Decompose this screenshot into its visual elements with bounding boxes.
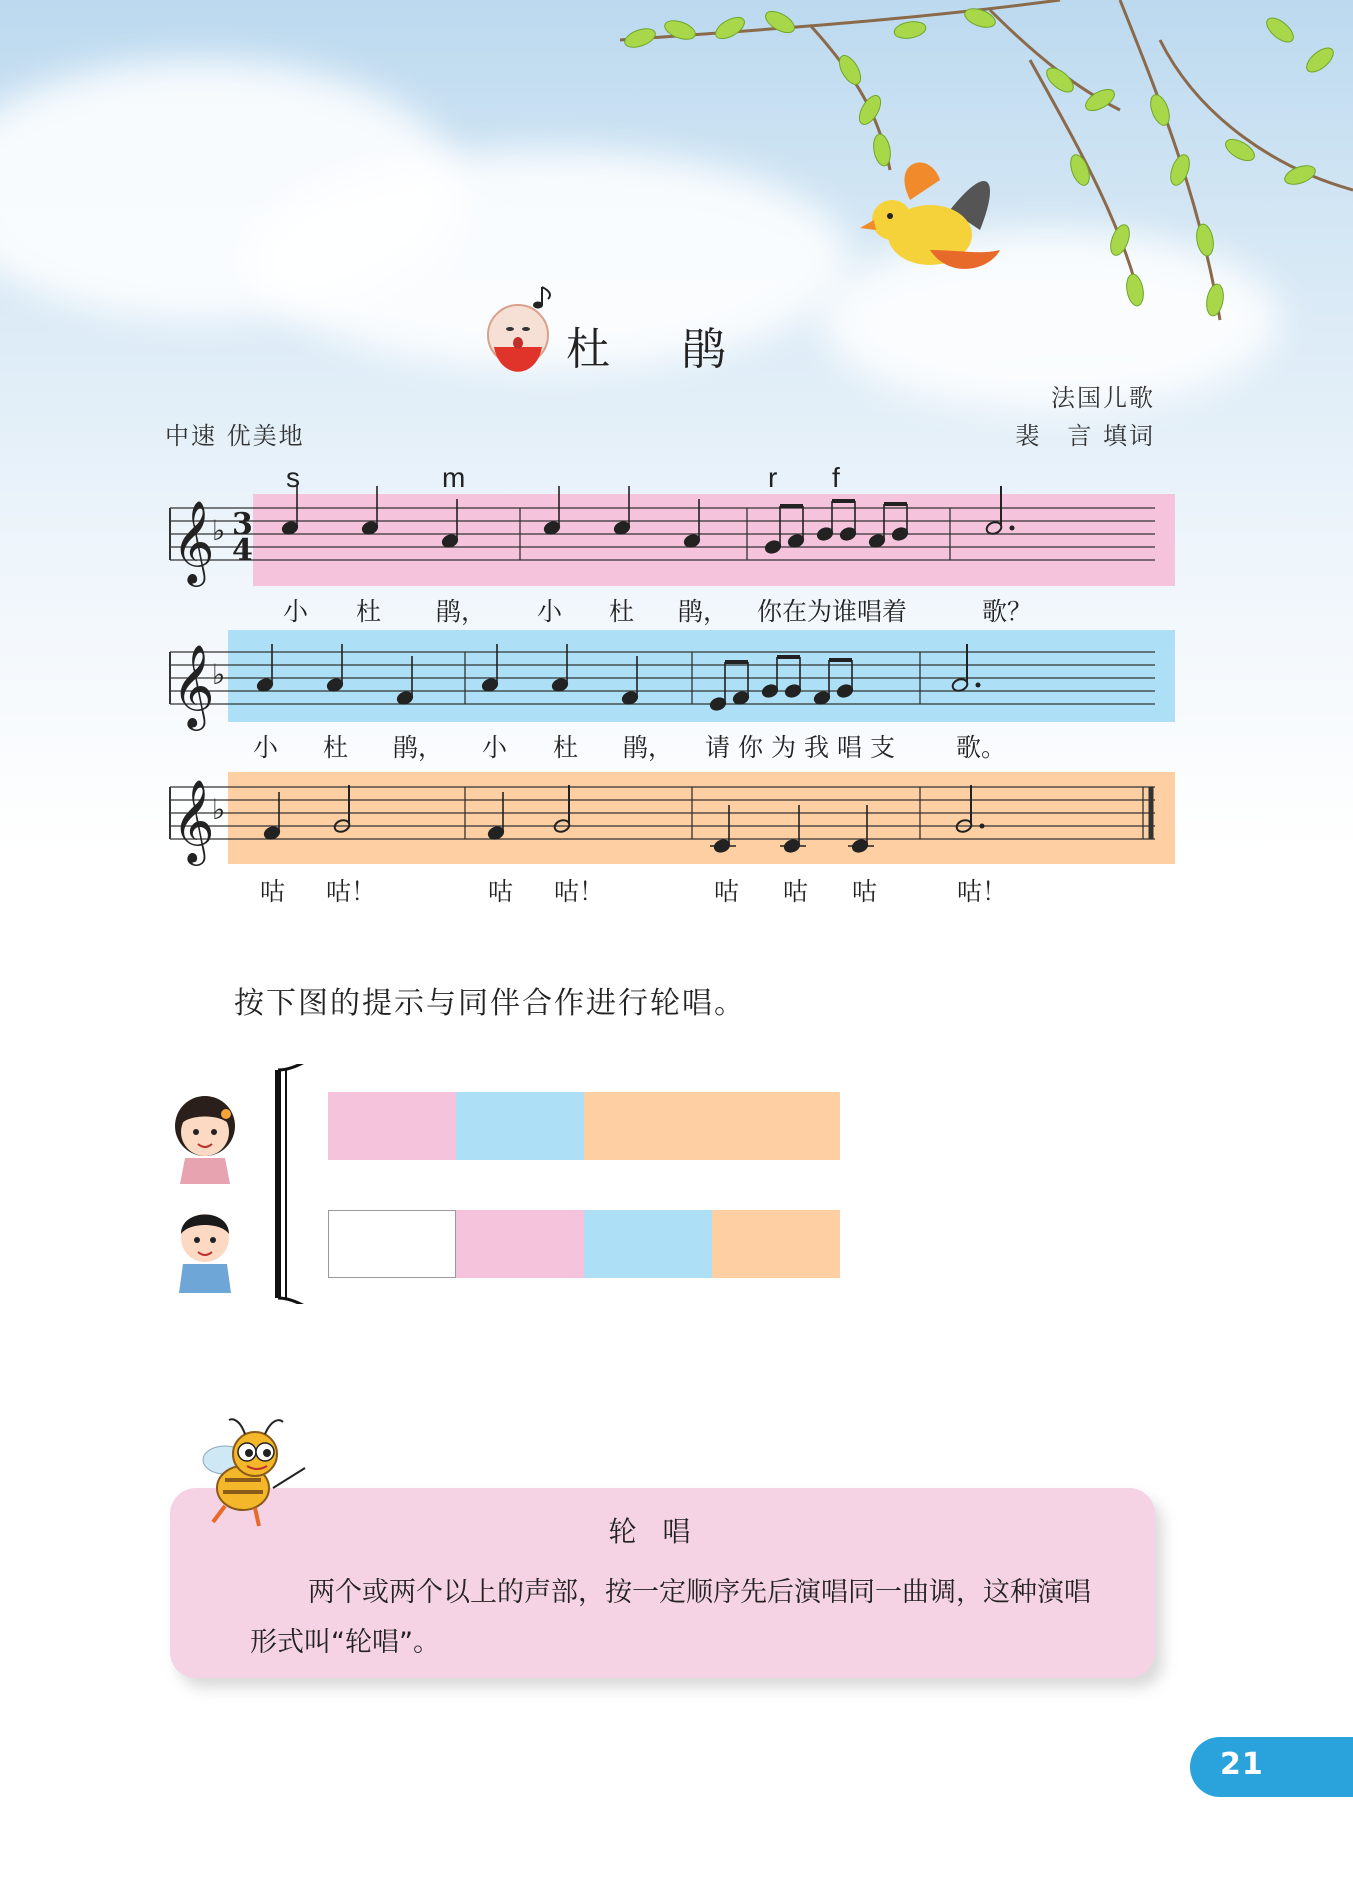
lyric: 杜 bbox=[609, 597, 635, 626]
round-part-2-blank bbox=[328, 1210, 456, 1278]
song-lyricist: 裴 言 填词 bbox=[1015, 422, 1155, 450]
music-staff bbox=[160, 756, 1180, 866]
song-origin: 法国儿歌 bbox=[1051, 384, 1155, 412]
treble-clef-icon: 𝄞 bbox=[172, 499, 215, 583]
treble-clef-icon: 𝄞 bbox=[172, 778, 215, 862]
lyric: 歌？ bbox=[982, 597, 1033, 626]
singing-mascot-icon bbox=[480, 285, 560, 385]
svg-text:♭: ♭ bbox=[212, 658, 226, 691]
svg-text:♭: ♭ bbox=[212, 793, 226, 826]
lyric: 咕！ bbox=[957, 877, 1008, 906]
lyric: 咕 bbox=[852, 877, 878, 906]
page-number-tab bbox=[1190, 1737, 1353, 1797]
lyric: 鹃， bbox=[678, 597, 729, 626]
music-staff bbox=[160, 478, 1180, 588]
lyric: 小 bbox=[537, 597, 563, 626]
lyric: 杜 bbox=[356, 597, 382, 626]
lyric: 小 bbox=[253, 733, 279, 762]
staff-line-3 bbox=[160, 756, 1180, 866]
round-part-2-blue bbox=[584, 1210, 712, 1278]
instruction-text: 按下图的提示与同伴合作进行轮唱。 bbox=[234, 986, 746, 1021]
lyric: 咕！ bbox=[326, 877, 377, 906]
round-part-2-orange bbox=[712, 1210, 840, 1278]
bird-illustration bbox=[850, 140, 1010, 290]
lyric: 小 bbox=[482, 733, 508, 762]
lyric: 你在为谁唱着 bbox=[757, 597, 908, 626]
round-part-2-pink bbox=[456, 1210, 584, 1278]
lyric: 杜 bbox=[323, 733, 349, 762]
staff-line-1 bbox=[160, 478, 1180, 588]
bee-mascot-illustration bbox=[185, 1410, 315, 1540]
round-part-1-pink bbox=[328, 1092, 456, 1160]
solfa-mark: r bbox=[768, 462, 778, 493]
lyric-row-3 bbox=[0, 872, 1353, 906]
solfa-mark: s bbox=[286, 462, 300, 493]
round-part-1-orange bbox=[584, 1092, 840, 1160]
lyric: 请你为我唱支 bbox=[705, 733, 904, 762]
lyric: 小 bbox=[283, 597, 309, 626]
lyric: 歌。 bbox=[956, 733, 1007, 762]
lyric: 杜 bbox=[553, 733, 579, 762]
lyric: 咕 bbox=[783, 877, 809, 906]
girl-avatar bbox=[160, 1084, 250, 1184]
round-singing-diagram bbox=[160, 1060, 860, 1310]
song-title: 杜鹃 bbox=[566, 324, 798, 375]
staff-line-2 bbox=[160, 614, 1180, 727]
info-box-body: 两个或两个以上的声部，按一定顺序先后演唱同一曲调，这种演唱形式叫“轮唱”。 bbox=[250, 1577, 1091, 1658]
lyric: 鹃， bbox=[436, 597, 487, 626]
music-staff bbox=[160, 614, 1180, 727]
treble-clef-icon: 𝄞 bbox=[172, 643, 215, 727]
time-signature-bottom: 4 bbox=[232, 533, 253, 568]
solfa-mark: m bbox=[442, 462, 466, 493]
lyric: 咕！ bbox=[554, 877, 605, 906]
round-part-1-blue bbox=[456, 1092, 584, 1160]
lyric: 咕 bbox=[260, 877, 286, 906]
info-box-title: 轮唱 bbox=[608, 1515, 717, 1548]
lyric: 鹃， bbox=[393, 733, 444, 762]
solfa-mark: f bbox=[832, 462, 840, 493]
boy-avatar bbox=[165, 1198, 245, 1293]
svg-text:♭: ♭ bbox=[212, 514, 226, 547]
tempo-marking: 中速 优美地 bbox=[165, 422, 305, 450]
time-signature-top: 3 bbox=[232, 507, 253, 542]
lyric: 咕 bbox=[488, 877, 514, 906]
bracket-icon bbox=[268, 1064, 318, 1304]
info-box bbox=[170, 1488, 1155, 1678]
lyric: 鹃， bbox=[623, 733, 674, 762]
page-number: 21 bbox=[1220, 1747, 1264, 1782]
lyric: 咕 bbox=[714, 877, 740, 906]
